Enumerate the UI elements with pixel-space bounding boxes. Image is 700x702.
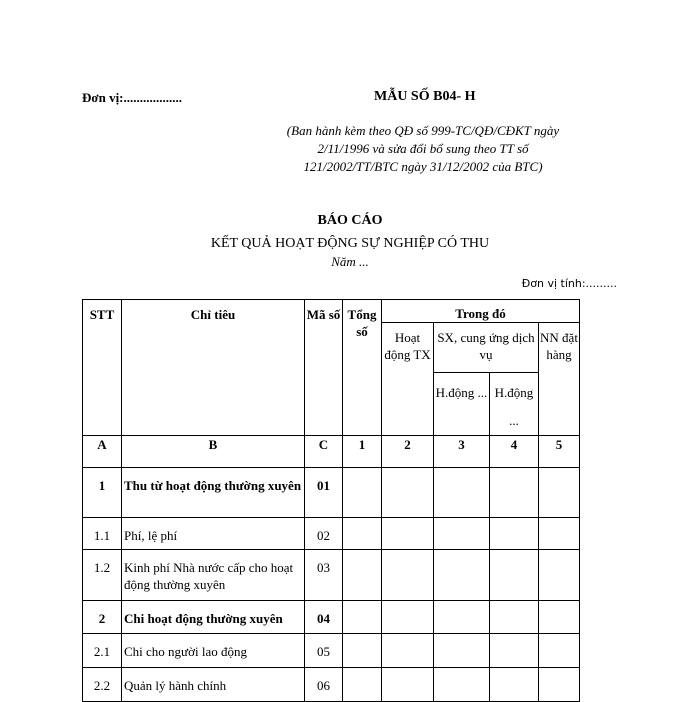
table-row: [83, 518, 580, 550]
row-stt: 1.1: [83, 518, 122, 550]
value-cell: [539, 518, 580, 550]
index-cell: A: [83, 436, 122, 468]
value-cell: [539, 668, 580, 702]
value-cell: [434, 550, 490, 601]
header-tong-so: Tổng số: [343, 300, 382, 436]
issuance-line-2: 2/11/1996 và sửa đổi bổ sung theo TT số: [317, 141, 529, 156]
row-code: 06: [305, 668, 343, 702]
value-cell: [343, 550, 382, 601]
value-cell: [382, 468, 434, 518]
value-cell: [434, 601, 490, 634]
row-code: 05: [305, 634, 343, 668]
unit-label: Đơn vị:..................: [82, 90, 183, 105]
index-cell: B: [122, 436, 305, 468]
report-table: [82, 299, 580, 702]
value-cell: [539, 468, 580, 518]
value-cell: [490, 668, 539, 702]
value-cell: [490, 601, 539, 634]
table-row: [83, 634, 580, 668]
index-row: [83, 436, 580, 468]
value-cell: [382, 601, 434, 634]
row-label: Kinh phí Nhà nước cấp cho hoạt động thường xuyên: [122, 550, 305, 601]
issuance-line-1: (Ban hành kèm theo QĐ số 999-TC/QĐ/CĐKT ngày: [286, 123, 560, 138]
report-subtitle: KẾT QUẢ HOẠT ĐỘNG SỰ NGHIỆP CÓ THU: [210, 236, 490, 251]
row-code: 04: [305, 601, 343, 634]
issuance-line-3: 121/2002/TT/BTC ngày 31/12/2002 của BTC): [303, 159, 543, 174]
header-hoat-dong-tx: Hoạt động TX: [382, 323, 434, 436]
value-cell: [490, 518, 539, 550]
row-stt: 2: [83, 601, 122, 634]
value-cell: [434, 468, 490, 518]
value-cell: [539, 601, 580, 634]
table-row: [83, 468, 580, 518]
row-label: Phí, lệ phí: [122, 518, 305, 550]
value-cell: [382, 550, 434, 601]
value-cell: [343, 601, 382, 634]
index-cell: C: [305, 436, 343, 468]
header-ma-so: Mã số: [305, 300, 343, 436]
header-trong-do: Trong đó: [382, 300, 580, 323]
value-cell: [539, 550, 580, 601]
report-year: Năm ...: [331, 254, 369, 269]
index-cell: 2: [382, 436, 434, 468]
currency-unit: Đơn vị tính:.........: [521, 277, 617, 290]
header-nn-dat-hang: NN đặt hàng: [539, 323, 580, 436]
value-cell: [382, 668, 434, 702]
form-number: MẪU SỐ B04- H: [374, 89, 476, 104]
value-cell: [382, 634, 434, 668]
value-cell: [343, 518, 382, 550]
row-label: Thu từ hoạt động thường xuyên: [122, 468, 305, 518]
value-cell: [539, 634, 580, 668]
row-label: Chi cho người lao động: [122, 634, 305, 668]
issuance-note: [268, 122, 578, 176]
value-cell: [490, 550, 539, 601]
report-title: BÁO CÁO: [317, 213, 383, 228]
table-row: [83, 601, 580, 634]
header-chi-tieu: Chỉ tiêu: [122, 300, 305, 436]
value-cell: [382, 518, 434, 550]
header-sx-cung-ung: SX, cung ứng dịch vụ: [434, 323, 539, 373]
row-stt: 2.2: [83, 668, 122, 702]
value-cell: [490, 634, 539, 668]
table-row: [83, 550, 580, 601]
header-h-dong-1: H.động ...: [434, 373, 490, 436]
row-code: 03: [305, 550, 343, 601]
value-cell: [434, 518, 490, 550]
index-cell: 4: [490, 436, 539, 468]
row-stt: 1.2: [83, 550, 122, 601]
row-stt: 1: [83, 468, 122, 518]
row-stt: 2.1: [83, 634, 122, 668]
index-cell: 5: [539, 436, 580, 468]
header-stt: STT: [83, 300, 122, 436]
value-cell: [434, 668, 490, 702]
row-label: Quản lý hành chính: [122, 668, 305, 702]
row-label: Chi hoạt động thường xuyên: [122, 601, 305, 634]
value-cell: [343, 634, 382, 668]
index-cell: 3: [434, 436, 490, 468]
row-code: 01: [305, 468, 343, 518]
row-code: 02: [305, 518, 343, 550]
header-h-dong-2: H.động ...: [490, 373, 539, 436]
value-cell: [434, 634, 490, 668]
value-cell: [343, 668, 382, 702]
index-cell: 1: [343, 436, 382, 468]
table-row: [83, 668, 580, 702]
value-cell: [343, 468, 382, 518]
value-cell: [490, 468, 539, 518]
